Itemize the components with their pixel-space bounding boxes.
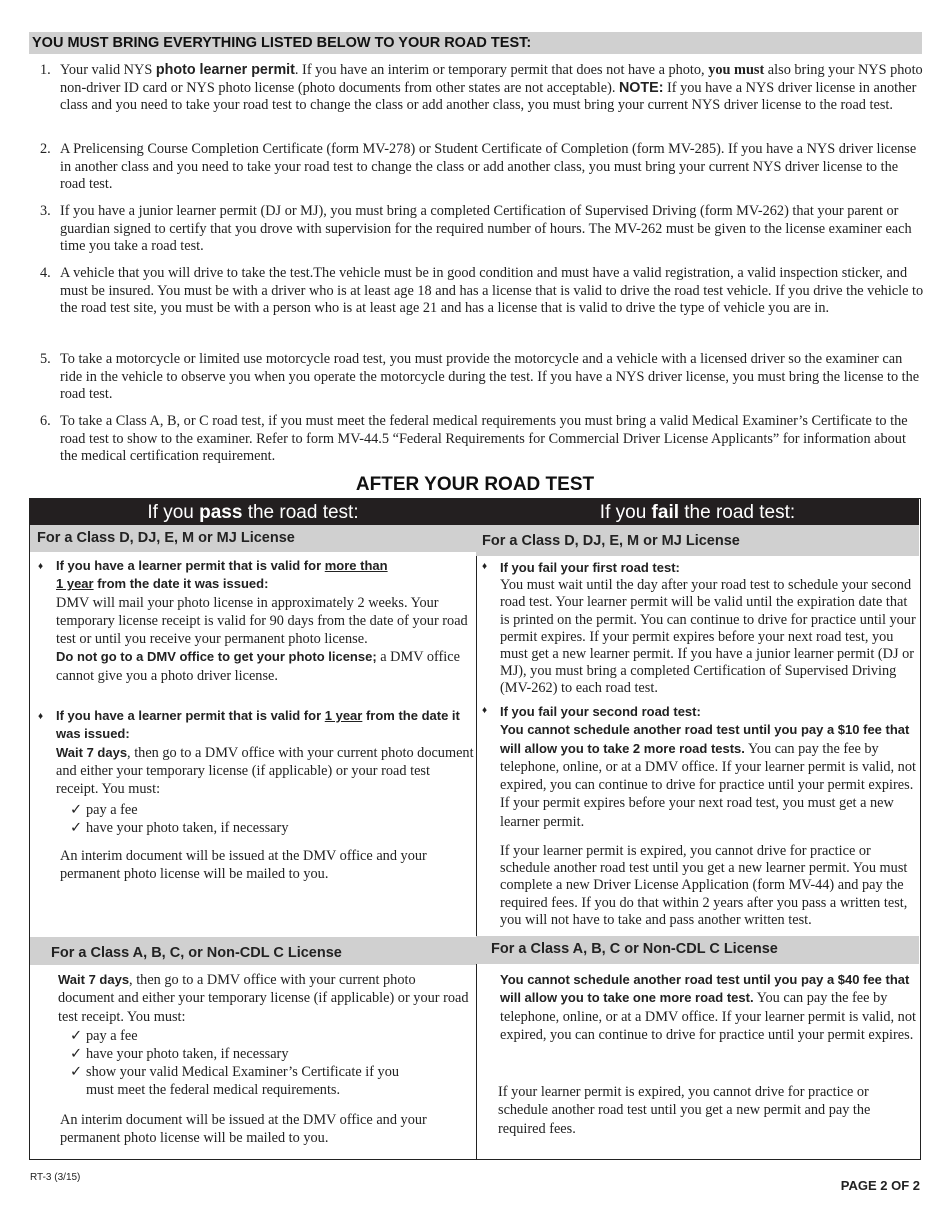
pass-class-a-interim-note: An interim document will be issued at the DMV office and your permanent photo license will be mailed to you. [60,1112,427,1147]
check-icon: ✓ [70,1046,82,1062]
fail-column [476,499,919,1159]
pass-column [30,499,477,1159]
page-number: PAGE 2 OF 2 [840,1178,920,1193]
pass-class-d-header: For a Class D, DJ, E, M or MJ License [30,525,476,552]
diamond-bullet-icon: ♦ [482,705,488,716]
fail-first-test: If you fail your first road test: You must wait until the day after your road test to schedule your second road test. Your learner permit will be valid until the expiration date that is printed on the permit. You can continue to drive for practice until your permit expires. If your permit expires before your next road test, you must get a new learner permit. If you have a junior learner permit (DJ or MJ), you must bring a completed Certification of Supervised Driving (MV-262) to each road test. [500,560,916,697]
fail-class-a-header: For a Class A, B, C or Non-CDL C License [476,936,919,964]
pass-class-a-text: Wait 7 days, then go to a DMV office with your current photo document and either your temporary license (if applicable) or your road test receipt. You must: [58,972,469,1025]
check-icon: ✓ [70,802,82,818]
pass-bullet-2: If you have a learner permit that is valid for 1 year from the date it was issued: Wait 7 days, then go to a DMV office with your current photo document and either your temporary license (if applicable) or your road test receipt. You must: [56,708,474,798]
fail-class-a-text: You cannot schedule another road test until you pay a $40 fee that will allow you to take one more road test. You can pay the fee by telephone, online, or at a DMV office. If your learner permit is valid, not expired, you can continue to drive for practice until your permit expires. [500,972,916,1043]
after-road-test-title: AFTER YOUR ROAD TEST [355,474,595,495]
check-icon: ✓ [70,1028,82,1044]
form-code: RT-3 (3/15) [30,1172,81,1183]
check-icon: ✓ [70,1064,82,1080]
requirement-item-2: 2. A Prelicensing Course Completion Certificate (form MV-278) or Student Certificate of Completion (form MV-285). If you have a NYS driver license in another class and you need to take your road test to change the class or add another class, you must bring your current NYS driver license to the road test. [40,141,917,192]
pass-bullet-1: If you have a learner permit that is valid for more than 1 year from the date it was issued: DMV will mail your photo license in approximately 2 weeks. Your temporary license receipt is valid for 90 days from the date of your road test or until you receive your permanent photo license. Do not go to a DMV office to get your photo license; a DMV office cannot give you a photo driver license. [56,558,468,684]
diamond-bullet-icon: ♦ [482,561,488,572]
fail-column-header: If you fail the road test: [476,499,919,525]
pass-column-header: If you pass the road test: [30,499,476,525]
bring-banner: YOU MUST BRING EVERYTHING LISTED BELOW TO YOUR ROAD TEST: [29,32,922,54]
fail-second-test: If you fail your second road test: You cannot schedule another road test until you pay a $10 fee that will allow you to take 2 more road tests. You can pay the fee by telephone, online, or at a DMV office. If your learner permit is valid, not expired, you can continue to drive for practice until your permit expires. If your permit expires before your next road test, you must get a new learner permit. [500,704,916,830]
requirement-item-5: 5. To take a motorcycle or limited use motorcycle road test, you must provide the motorcycle and a vehicle with a licensed driver so the examiner can ride in the vehicle to observe you when you operate the motorcycle during the test. If you have a NYS driver license, you must bring the license to the road test. [40,351,920,402]
requirement-item-1: 1. Your valid NYS photo learner permit. If you have an interim or temporary permit that does not have a photo, you must also bring your NYS photo non-driver ID card or NYS photo license (photo documents from other states are not acceptable). NOTE: If you have a NYS driver license in another class and you need to take your road test to change the class or add another class, you must bring your current NYS driver license to the road test. [40,62,923,113]
fail-expired-permit: If your learner permit is expired, you cannot drive for practice or schedule another road test until you get a new learner permit. You must complete a new Driver License Application (form MV-44) and pay the required fees. If you do that within 2 years after you pass a written test, you will not have to take and pass another written test. [500,843,908,928]
results-table [29,498,921,1160]
diamond-bullet-icon: ♦ [38,561,44,572]
pass-class-a-header: For a Class A, B, C, or Non-CDL C License [30,937,476,965]
pass-class-a-check-fee: pay a fee [86,1028,138,1044]
diamond-bullet-icon: ♦ [38,711,44,722]
pass-class-a-check-medical: show your valid Medical Examiner’s Certificate if you must meet the federal medical requirements. [86,1064,399,1099]
requirement-item-6: 6. To take a Class A, B, or C road test, if you must meet the federal medical requirements you must bring a valid Medical Examiner’s Certificate to the road test to show to the examiner. Refer to form MV-44.5 “Federal Requirements for Commercial Driver License Applicants” for information about the medical certification requirement. [40,413,908,464]
fail-class-a-expired: If your learner permit is expired, you cannot drive for practice or schedule another road test until you get a new permit and pay the required fees. [498,1084,871,1137]
pass-interim-note: An interim document will be issued at the DMV office and your permanent photo license will be mailed to you. [60,848,427,883]
fail-class-d-header: For a Class D, DJ, E, M or MJ License [476,525,919,556]
requirement-item-4: 4. A vehicle that you will drive to take the test.The vehicle must be in good condition and must have a valid registration, a valid inspection sticker, and must be insured. You must be with a driver who is at least age 18 and has a license that is valid to drive the road test vehicle. If you drive the vehicle to the road test site, you must be with a person who is at least age 21 and has a license that is valid to drive the type of vehicle you are in. [40,265,924,316]
requirement-item-3: 3. If you have a junior learner permit (DJ or MJ), you must bring a completed Certification of Supervised Driving (form MV-262) that your parent or guardian signed to certify that you drove with supervision for the required number of hours. The MV-262 must be given to the license examiner each time you take a road test. [40,203,912,254]
pass-check-pay-fee: pay a fee [86,802,138,818]
pass-check-photo: have your photo taken, if necessary [86,820,289,836]
check-icon: ✓ [70,820,82,836]
pass-class-a-check-photo: have your photo taken, if necessary [86,1046,289,1062]
